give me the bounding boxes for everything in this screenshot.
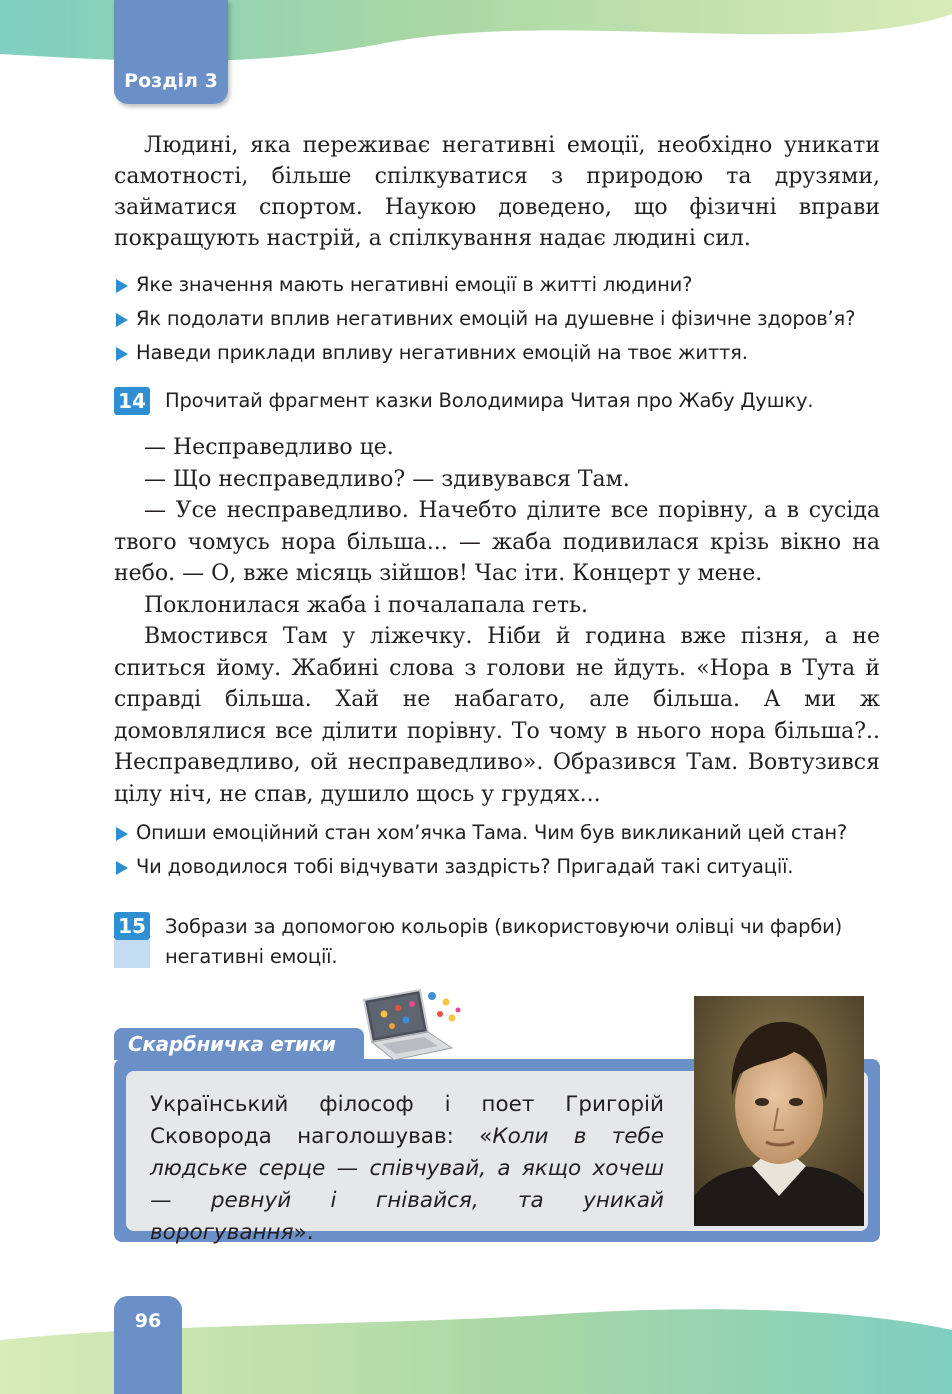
ethics-box-text: [150, 1089, 664, 1249]
bullet-triangle-icon: [116, 347, 128, 361]
laptop-emoji-icon: [354, 988, 466, 1064]
ethics-text-plain: Український філософ і поет Григорій Сковорода наголошував: «: [150, 1092, 664, 1149]
task-15-line-2: негативні емоції.: [165, 945, 338, 968]
ethics-text-end: ».: [293, 1220, 314, 1245]
story-line: — Що несправедливо? — здивувався Там.: [144, 466, 630, 492]
story-fragment: [114, 432, 880, 810]
question-item: [114, 852, 894, 886]
question-list-1: [114, 270, 894, 372]
ethics-box-title: Скарбничка етики: [128, 1032, 336, 1056]
bullet-triangle-icon: [116, 279, 128, 293]
task-14-text: Прочитай фрагмент казки Володимира Читая про Жабу Душку.: [165, 389, 814, 412]
question-item: [114, 818, 894, 852]
bullet-triangle-icon: [116, 861, 128, 875]
task-number-14: 14: [114, 387, 150, 415]
story-line: — Усе несправедливо. Начебто ділите все порівну, а в сусіда твого чомусь нора більша... — жаба подивилася крізь вікно на небо. — О, вже місяць зійшов! Час іти. Концерт у мене.: [114, 498, 880, 586]
page-number-tab: [114, 1296, 182, 1394]
question-text: Опиши емоційний стан хом’ячка Тама. Чим був викликаний цей стан?: [136, 821, 848, 844]
page-number: 96: [134, 1310, 162, 1332]
question-item: [114, 338, 894, 372]
portrait-image: [694, 996, 864, 1226]
question-text: Яке значення мають негативні емоції в житті людини?: [136, 273, 693, 296]
bullet-triangle-icon: [116, 313, 128, 327]
task-number-15: 15: [114, 912, 150, 940]
bullet-triangle-icon: [116, 827, 128, 841]
ethics-quote: Коли в тебе людське серце — співчувай, а якщо хочеш — ревнуй і гнівайся, та уникай ворогування: [150, 1124, 664, 1245]
question-text: Чи доводилося тобі відчувати заздрість? Пригадай такі ситуації.: [136, 855, 794, 878]
section-tab: [114, 0, 228, 104]
story-line: Вмостився Там у ліжечку. Ніби й година вже пізня, а не спиться йому. Жабині слова з голови не йдуть. «Нора в Тута й справді більша. Хай не набагато, але більша. А ми ж домовлялися все ділити порівну. То чому в нього нора більша?.. Несправедливо, ой несправедливо». Образився Там. Вовтузився цілу ніч, не спав, душило щось у грудях...: [114, 624, 880, 807]
story-line: — Несправедливо це.: [144, 435, 394, 460]
question-text: Як подолати вплив негативних емоцій на душевне і фізичне здоров’я?: [136, 307, 856, 330]
story-line: Поклонилася жаба і почалапала геть.: [144, 592, 588, 618]
task-15-bar: [114, 940, 150, 968]
section-label: Розділ 3: [124, 70, 218, 92]
intro-paragraph: [114, 130, 880, 254]
ethics-box-label: [114, 1028, 364, 1060]
intro-text: Людині, яка переживає негативні емоції, необхідно уникати самотності, більше спілкуватися з природою та друзями, займатися спортом. Наукою доведено, що фізичні вправи покращують настрій, а спілкування надає людині сил.: [114, 133, 880, 251]
task-15-line-1: Зобрази за допомогою кольорів (використовуючи олівці чи фарби): [165, 915, 843, 938]
question-list-2: [114, 818, 894, 886]
question-item: [114, 270, 894, 304]
skovoroda-portrait: [694, 996, 864, 1226]
question-item: [114, 304, 894, 338]
question-text: Наведи приклади впливу негативних емоцій на твоє життя.: [136, 341, 748, 364]
